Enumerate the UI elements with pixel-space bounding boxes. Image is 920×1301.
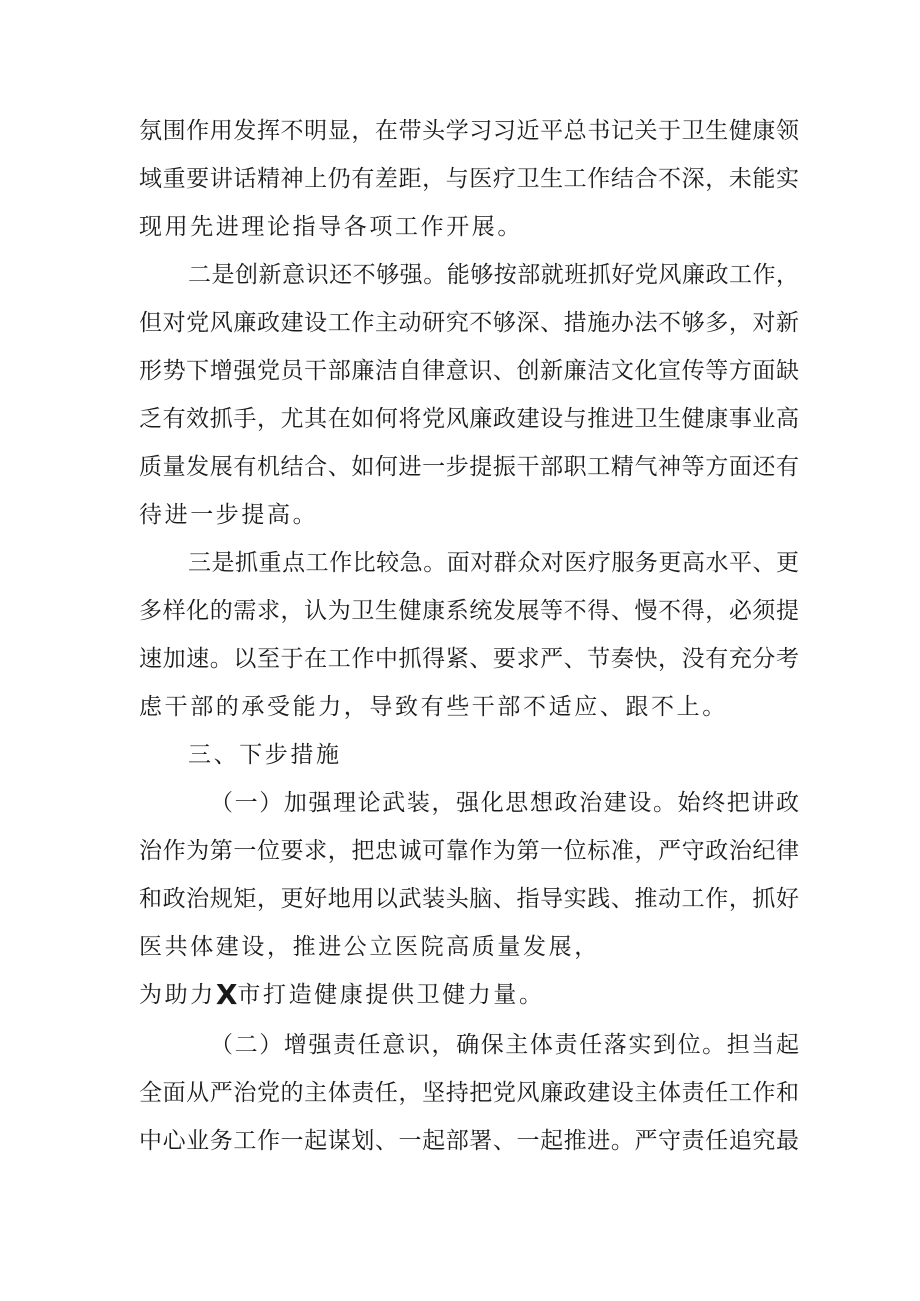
paragraph-5-line-1: （二）增强责任意识，确保主体责任落实到位。担当起: [210, 1032, 799, 1058]
paragraph-1-line-2: 域重要讲话精神上仍有差距，与医疗卫生工作结合不深，未能实: [139, 166, 799, 192]
section-heading: 三、下步措施: [188, 742, 342, 768]
paragraph-2-line-6: 待进一步提高。: [139, 502, 319, 528]
paragraph-4-line-2: 治作为第一位要求，把忠诚可靠作为第一位标准，严守政治纪律: [139, 838, 799, 864]
paragraph-3-line-1: 三是抓重点工作比较急。面对群众对医疗服务更高水平、更: [188, 550, 799, 576]
special-line-prefix: 为助力: [139, 982, 216, 1008]
paragraph-2-line-5: 质量发展有机结合、如何进一步提振干部职工精气神等方面还有: [139, 454, 799, 480]
paragraph-3-line-3: 速加速。以至于在工作中抓得紧、要求严、节奏快，没有充分考: [139, 646, 799, 672]
paragraph-5-line-3: 中心业务工作一起谋划、一起部署、一起推进。严守责任追究最: [139, 1128, 799, 1154]
special-line-suffix: 市打造健康提供卫健力量。: [237, 982, 545, 1008]
paragraph-4-line-3: 和政治规矩，更好地用以武装头脑、指导实践、推动工作，抓好: [139, 886, 799, 912]
paragraph-2-line-4: 乏有效抓手，尤其在如何将党风廉政建设与推进卫生健康事业高: [139, 406, 799, 432]
paragraph-2-line-3: 形势下增强党员干部廉洁自律意识、创新廉洁文化宣传等方面缺: [139, 358, 799, 384]
paragraph-1-line-1: 氛围作用发挥不明显，在带头学习习近平总书记关于卫生健康领: [139, 118, 799, 144]
paragraph-2-line-2: 但对党风廉政建设工作主动研究不够深、措施办法不够多，对新: [139, 310, 799, 336]
paragraph-5-line-2: 全面从严治党的主体责任，坚持把党风廉政建设主体责任工作和: [139, 1080, 799, 1106]
paragraph-3-line-2: 多样化的需求，认为卫生健康系统发展等不得、慢不得，必须提: [139, 598, 799, 624]
paragraph-4-line-4: 医共体建设，推进公立医院高质量发展，: [139, 934, 600, 960]
paragraph-1-line-3: 现用先进理论指导各项工作开展。: [139, 214, 523, 240]
x-letter: X: [215, 978, 238, 1011]
paragraph-2-line-1: 二是创新意识还不够强。能够按部就班抓好党风廉政工作，: [188, 262, 799, 288]
paragraph-4-line-5: [139, 971, 799, 1019]
paragraph-4-line-1: （一）加强理论武装，强化思想政治建设。始终把讲政: [210, 790, 799, 816]
paragraph-3-line-4: 虑干部的承受能力，导致有些干部不适应、跟不上。: [139, 694, 728, 720]
